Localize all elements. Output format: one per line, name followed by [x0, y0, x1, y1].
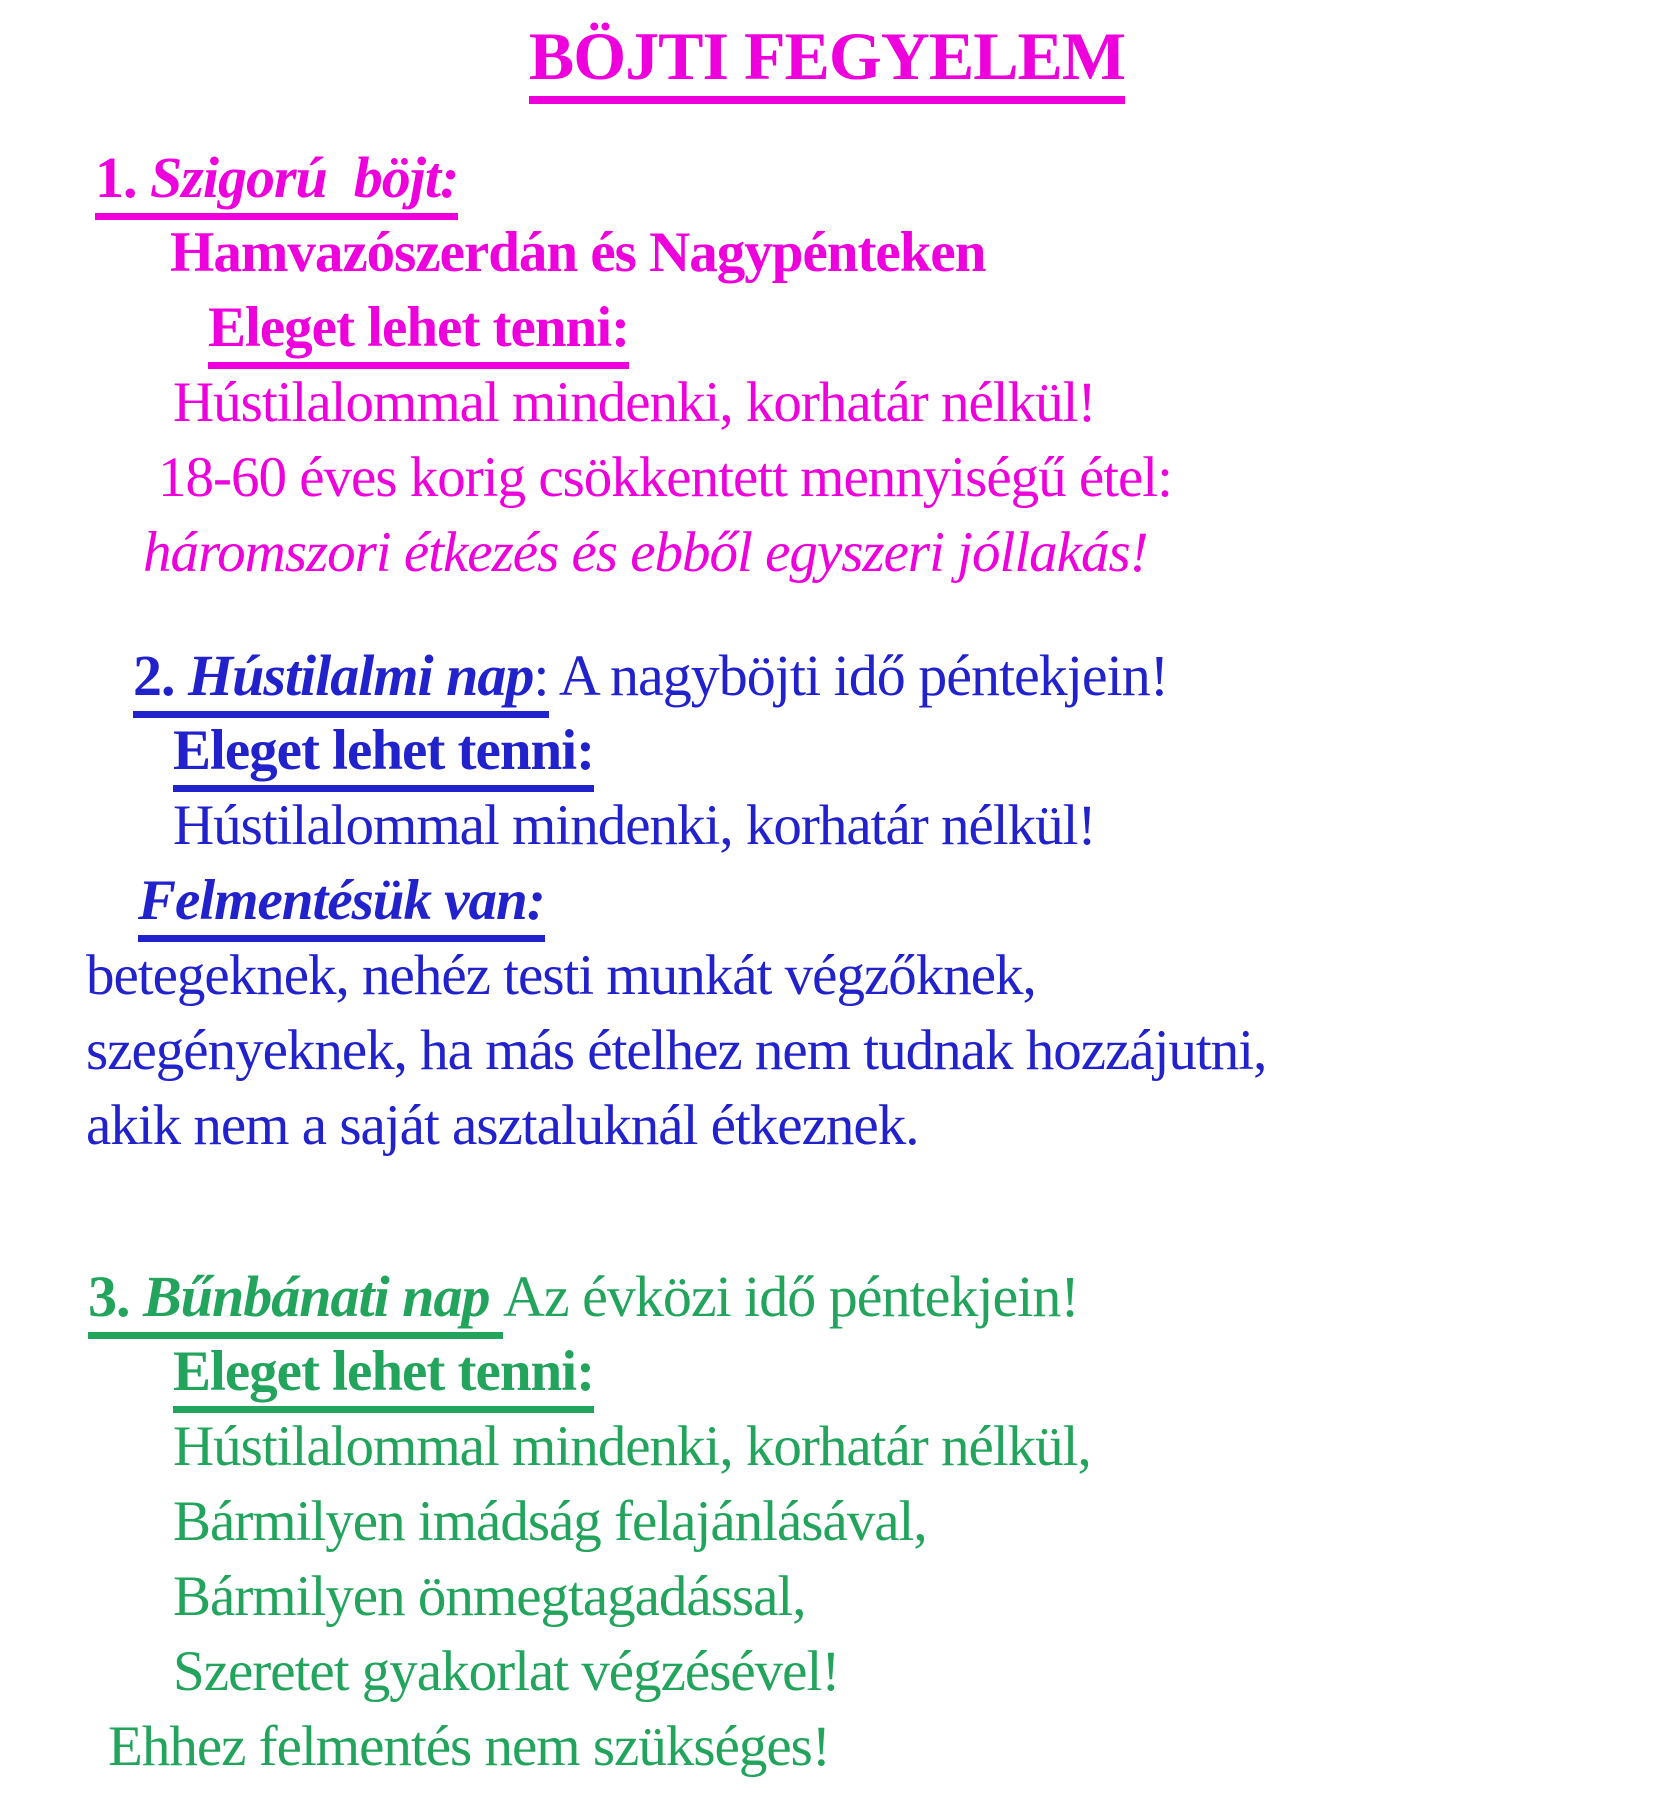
- line-eleget-1: Eleget lehet tenni:: [208, 290, 1654, 365]
- line-hamvazoszerdan: Hamvazószerdán és Nagypénteken: [170, 221, 986, 284]
- line-haromszori: háromszori étkezés és ebből egyszeri jóllakás!: [143, 521, 1148, 584]
- section-2-name: Hústilalmi nap: [174, 643, 534, 708]
- section-3-after: Az évközi idő péntekjein!: [502, 1264, 1079, 1329]
- line-akik-nem: akik nem a saját asztaluknál étkeznek.: [86, 1094, 919, 1157]
- section-1-number: 1.: [95, 145, 137, 210]
- line-barmilyen-imadsag: Bármilyen imádság felajánlásával,: [173, 1490, 927, 1553]
- line-szeretet-gyakorlat: Szeretet gyakorlat végzésével!: [173, 1640, 840, 1703]
- line-18-60: 18-60 éves korig csökkentett mennyiségű étel:: [158, 446, 1172, 509]
- line-felmentesuk: Felmentésük van:: [138, 863, 1654, 938]
- section-meat-abstinence: [0, 638, 1654, 1163]
- line-ehhez-felmentes: Ehhez felmentés nem szükséges!: [108, 1715, 830, 1778]
- section-2-heading: [133, 638, 1654, 713]
- line-barmilyen-onmegtagadas: Bármilyen önmegtagadással,: [173, 1565, 806, 1628]
- section-strict-fast: [0, 140, 1654, 590]
- section-2-number: 2.: [133, 643, 175, 708]
- line-eleget-3: Eleget lehet tenni:: [173, 1334, 1654, 1409]
- line-hustilalommal-2: Hústilalommal mindenki, korhatár nélkül!: [173, 794, 1096, 857]
- section-1-heading: [95, 140, 1654, 215]
- section-3-heading: [88, 1259, 1654, 1334]
- line-hustilalommal-1: Hústilalommal mindenki, korhatár nélkül!: [173, 371, 1096, 434]
- section-3-heading-underline: [88, 1264, 503, 1339]
- section-1-name: Szigorú böjt:: [136, 145, 459, 210]
- section-3-number: 3.: [88, 1264, 130, 1329]
- section-1-heading-underline: [95, 145, 458, 220]
- section-2-after: A nagyböjti idő péntekjein!: [548, 643, 1169, 708]
- line-szegenyeknek: szegényeknek, ha más ételhez nem tudnak hozzájutni,: [86, 1019, 1267, 1082]
- section-2-heading-underline: [133, 643, 549, 718]
- section-2-colon: :: [533, 643, 549, 708]
- section-3-name: Bűnbánati nap: [129, 1264, 503, 1329]
- page-title-text: BÖJTI FEGYELEM: [529, 18, 1125, 104]
- section-penitential: [0, 1259, 1654, 1784]
- page-title: [0, 10, 1654, 102]
- line-betegeknek: betegeknek, nehéz testi munkát végzőknek,: [86, 944, 1036, 1007]
- line-hustilalommal-3: Hústilalommal mindenki, korhatár nélkül,: [173, 1415, 1091, 1478]
- line-eleget-2: Eleget lehet tenni:: [173, 713, 1654, 788]
